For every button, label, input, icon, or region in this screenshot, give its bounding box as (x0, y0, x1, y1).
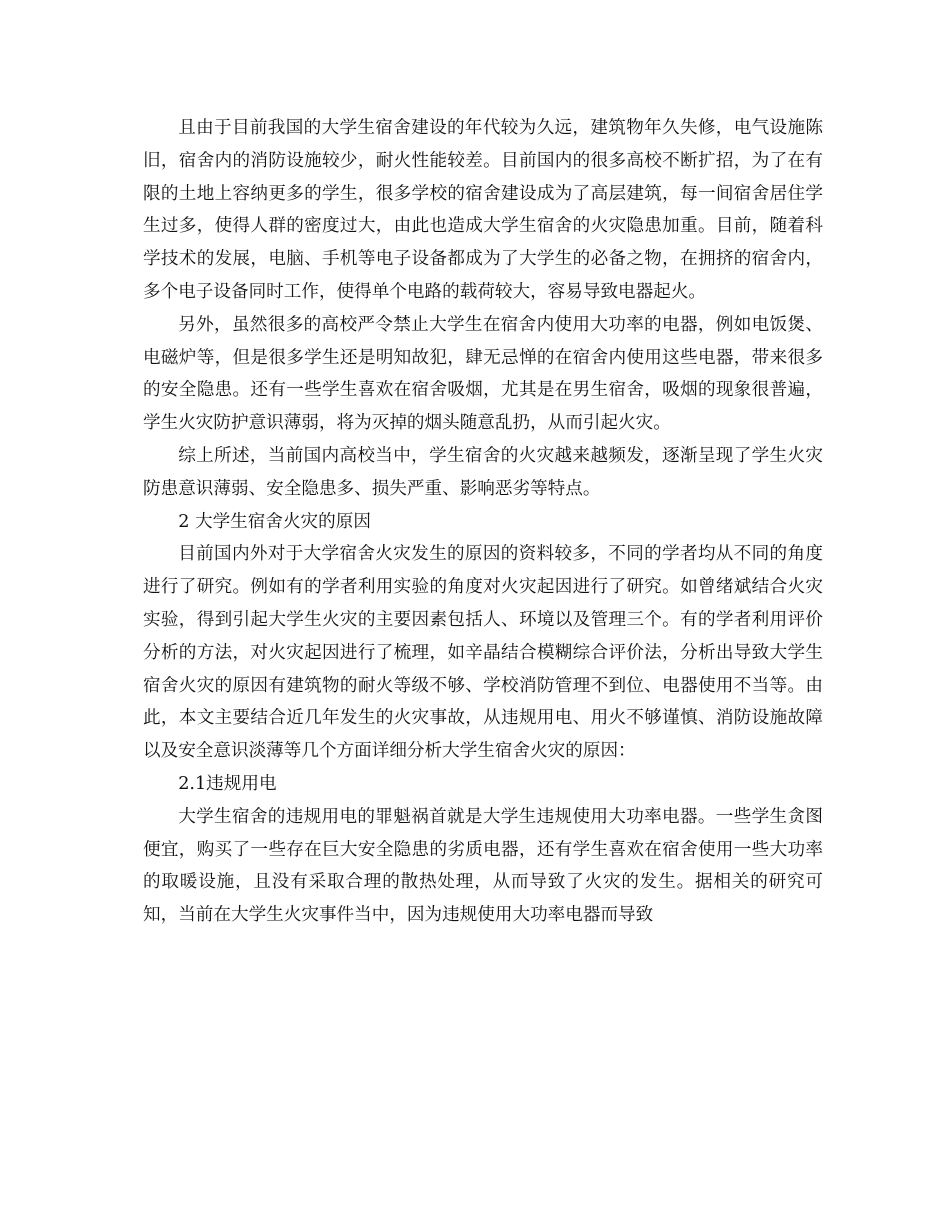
document-page (143, 112, 823, 932)
paragraph-building-conditions: 且由于目前我国的大学生宿舍建设的年代较为久远，建筑物年久失修，电气设施陈旧，宿舍内的消防设施较少，耐火性能较差。目前国内的很多高校不断扩招，为了在有限的土地上容纳更多的学生，很多学校的宿舍建设成为了高层建筑，每一间宿舍居住学生过多，使得人群的密度过大，由此也造成大学生宿舍的火灾隐患加重。目前，随着科学技术的发展，电脑、手机等电子设备都成为了大学生的必备之物，在拥挤的宿舍内，多个电子设备同时工作，使得单个电路的载荷较大，容易导致电器起火。 (143, 118, 823, 302)
section-heading-2-1: 2.1违规用电 (178, 773, 277, 794)
paragraph-fire-causes: 目前国内外对于大学宿舍火灾发生的原因的资料较多，不同的学者均从不同的角度进行了研究。例如有的学者利用实验的角度对火灾起因进行了研究。如曾绪斌结合火灾实验，得到引起大学生火灾的主要因素包括人、环境以及管理三个。有的学者利用评价分析的方法，对火灾起因进行了梳理，如辛晶结合模糊综合评价法，分析出导致大学生宿舍火灾的原因有建筑物的耐火等级不够、学校消防管理不到位、电器使用不当等。由此，本文主要结合近几年发生的火灾事故，从违规用电、用火不够谨慎、消防设施故障以及安全意识淡薄等几个方面详细分析大学生宿舍火灾的原因： (143, 544, 823, 762)
section-heading-2: 2 大学生宿舍火灾的原因 (178, 511, 371, 532)
paragraph-summary: 综上所述，当前国内高校当中，学生宿舍的火灾越来越频发，逐渐呈现了学生火灾防患意识薄弱、安全隐患多、损失严重、影响恶劣等特点。 (143, 445, 823, 499)
paragraph-high-power-appliances: 另外，虽然很多的高校严令禁止大学生在宿舍内使用大功率的电器，例如电饭煲、电磁炉等，但是很多学生还是明知故犯，肆无忌惮的在宿舍内使用这些电器，带来很多的安全隐患。还有一些学生喜欢在宿舍吸烟，尤其是在男生宿舍，吸烟的现象很普遍，学生火灾防护意识薄弱，将为灭掉的烟头随意乱扔，从而引起火灾。 (143, 314, 823, 434)
paragraph-illegal-electricity: 大学生宿舍的违规用电的罪魁祸首就是大学生违规使用大功率电器。一些学生贪图便宜，购买了一些存在巨大安全隐患的劣质电器，还有学生喜欢在宿舍使用一些大功率的取暖设施，且没有采取合理的散热处理，从而导致了火灾的发生。据相关的研究可知，当前在大学生火灾事件当中，因为违规使用大功率电器而导致 (143, 806, 823, 926)
